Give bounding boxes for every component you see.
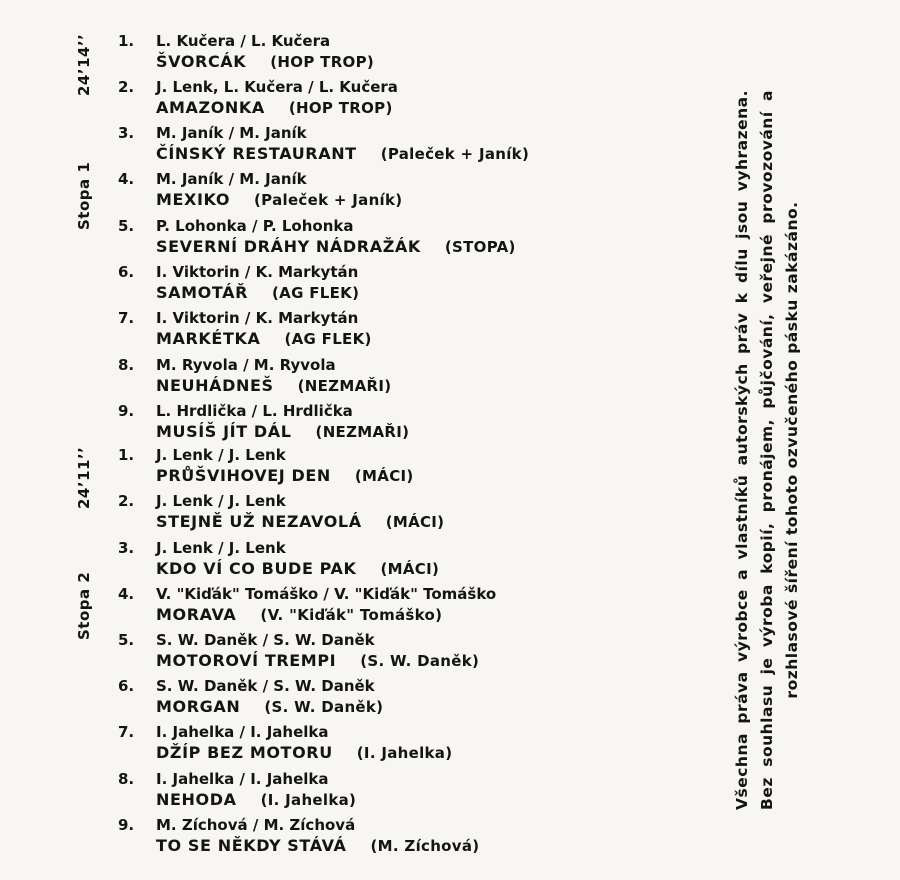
track-title: MOTOROVÍ TREMPI: [156, 651, 337, 670]
track-title: STEJNĚ UŽ NEZAVOLÁ: [156, 512, 362, 531]
track-number: 7.: [118, 723, 135, 741]
track-item: [118, 539, 598, 583]
track-number: 1.: [118, 446, 135, 464]
track-item: [118, 770, 598, 814]
track-item: [118, 816, 598, 860]
track-authors: J. Lenk / J. Lenk: [156, 492, 286, 510]
track-authors: M. Zíchová / M. Zíchová: [156, 816, 356, 834]
track-item: [118, 217, 598, 261]
track-authors: I. Jahelka / I. Jahelka: [156, 770, 329, 788]
track-authors: S. W. Daněk / S. W. Daněk: [156, 631, 375, 649]
track-number: 8.: [118, 356, 135, 374]
track-authors: J. Lenk, L. Kučera / L. Kučera: [156, 78, 398, 96]
track-authors: L. Kučera / L. Kučera: [156, 32, 331, 50]
track-performer: (Paleček + Janík): [380, 145, 530, 163]
track-title: NEUHÁDNEŠ: [156, 376, 274, 395]
track-performer: (HOP TROP): [288, 99, 393, 117]
side-1-label: Stopa 1: [75, 161, 93, 230]
track-performer: (NEZMAŘI): [315, 423, 410, 441]
side-2-label: Stopa 2: [75, 571, 93, 640]
track-title: MORAVA: [156, 605, 237, 624]
track-item: [118, 309, 598, 353]
track-title: SEVERNÍ DRÁHY NÁDRAŽÁK: [156, 237, 421, 256]
track-number: 3.: [118, 539, 135, 557]
track-title: NEHODA: [156, 790, 237, 809]
track-authors: P. Lohonka / P. Lohonka: [156, 217, 354, 235]
track-performer: (Paleček + Janík): [254, 191, 403, 209]
side-1-duration: 24’14’’: [75, 33, 93, 96]
track-number: 8.: [118, 770, 135, 788]
track-performer: (V. "Kiďák" Tomáško): [260, 606, 443, 624]
track-performer: (MÁCI): [354, 467, 414, 485]
track-title: KDO VÍ CO BUDE PAK: [156, 559, 357, 578]
track-authors: I. Jahelka / I. Jahelka: [156, 723, 329, 741]
side-2-duration: 24’11’’: [75, 446, 93, 509]
track-authors: M. Ryvola / M. Ryvola: [156, 356, 336, 374]
track-item: [118, 124, 598, 168]
track-item: [118, 723, 598, 767]
track-title: MUSÍŠ JÍT DÁL: [156, 422, 292, 441]
track-item: [118, 631, 598, 675]
track-performer: (STOPA): [444, 238, 516, 256]
track-performer: (S. W. Daněk): [264, 698, 384, 716]
track-authors: J. Lenk / J. Lenk: [156, 446, 286, 464]
track-item: [118, 32, 598, 76]
track-number: 5.: [118, 631, 135, 649]
track-title: MORGAN: [156, 697, 241, 716]
track-number: 4.: [118, 170, 135, 188]
track-authors: J. Lenk / J. Lenk: [156, 539, 286, 557]
track-authors: S. W. Daněk / S. W. Daněk: [156, 677, 375, 695]
track-item: [118, 78, 598, 122]
track-authors: I. Viktorin / K. Markytán: [156, 263, 359, 281]
track-title: TO SE NĚKDY STÁVÁ: [156, 836, 347, 855]
track-number: 1.: [118, 32, 135, 50]
track-title: ŠVORCÁK: [156, 52, 247, 71]
track-performer: (I. Jahelka): [356, 744, 453, 762]
track-item: [118, 585, 598, 629]
track-authors: I. Viktorin / K. Markytán: [156, 309, 359, 327]
rights-notice: Všechna práva výrobce a vlastníků autorských práv k dílu jsou vyhrazena. Bez souhlasu je výroba kopií, pronájem, půjčování, veřejné provozování a rozhlasové šíření tohoto ozvučeného pásku zakázáno.: [733, 90, 801, 810]
track-number: 5.: [118, 217, 135, 235]
track-performer: (AG FLEK): [272, 284, 360, 302]
track-performer: (S. W. Daněk): [360, 652, 480, 670]
track-title: MARKÉTKA: [156, 329, 261, 348]
track-authors: V. "Kiďák" Tomáško / V. "Kiďák" Tomáško: [156, 585, 497, 603]
track-title: MEXIKO: [156, 190, 231, 209]
track-item: [118, 356, 598, 400]
track-number: 9.: [118, 402, 135, 420]
track-number: 3.: [118, 124, 135, 142]
track-number: 9.: [118, 816, 135, 834]
track-number: 2.: [118, 492, 135, 510]
track-authors: L. Hrdlička / L. Hrdlička: [156, 402, 353, 420]
track-item: [118, 263, 598, 307]
track-number: 4.: [118, 585, 135, 603]
track-number: 6.: [118, 263, 135, 281]
track-performer: (M. Zíchová): [370, 837, 480, 855]
track-item: [118, 446, 598, 490]
track-performer: (I. Jahelka): [260, 791, 357, 809]
track-number: 2.: [118, 78, 135, 96]
track-number: 6.: [118, 677, 135, 695]
track-performer: (MÁCI): [385, 513, 445, 531]
track-item: [118, 677, 598, 721]
track-item: [118, 402, 598, 446]
track-authors: M. Janík / M. Janík: [156, 124, 307, 142]
track-performer: (HOP TROP): [270, 53, 375, 71]
track-title: DŽÍP BEZ MOTORU: [156, 743, 333, 762]
track-title: AMAZONKA: [156, 98, 265, 117]
track-title: PRŮŠVIHOVEJ DEN: [156, 466, 331, 485]
track-title: SAMOTÁŘ: [156, 283, 249, 302]
track-performer: (AG FLEK): [284, 330, 372, 348]
track-authors: M. Janík / M. Janík: [156, 170, 307, 188]
track-performer: (NEZMAŘI): [297, 377, 392, 395]
track-title: ČÍNSKÝ RESTAURANT: [156, 144, 357, 163]
track-item: [118, 492, 598, 536]
track-performer: (MÁCI): [380, 560, 440, 578]
track-item: [118, 170, 598, 214]
track-number: 7.: [118, 309, 135, 327]
